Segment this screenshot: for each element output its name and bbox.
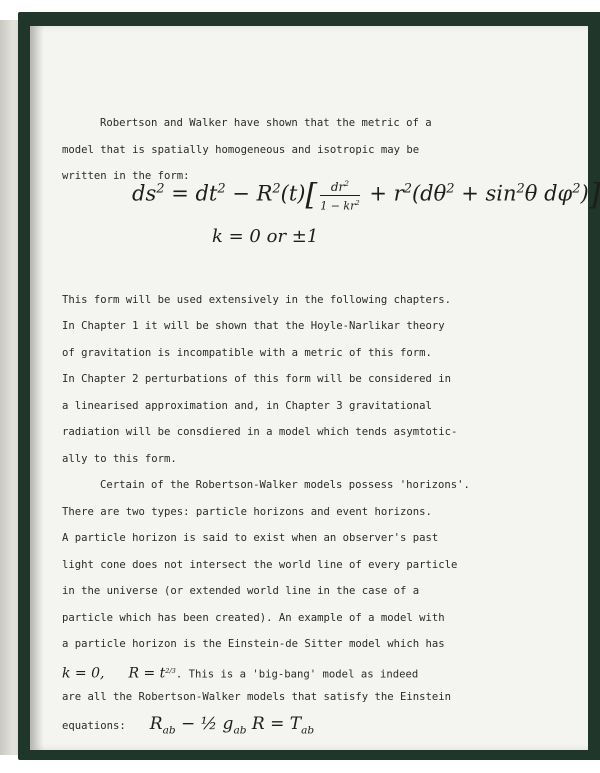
inline-scale-factor: R = t: [128, 665, 166, 682]
p3-line-6: particle which has been created). An example of a model with: [62, 611, 445, 624]
p3-line-5: in the universe (or extended world line in the case of a: [62, 585, 420, 597]
p3-line-1: Certain of the Robertson-Walker models possess 'horizons'.: [100, 479, 470, 491]
p2-line-3: of gravitation is incompatible with a metric of this form.: [62, 346, 432, 359]
p1-line-1: Robertson and Walker have shown that the metric of a: [100, 117, 432, 129]
p2-line-5: a linearised approximation and, in Chapter 3 gravitational: [62, 399, 432, 412]
p3-line-2: There are two types: particle horizons and event horizons.: [62, 505, 432, 518]
p2-line-4: In Chapter 2 perturbations of this form will be considered in: [62, 373, 452, 385]
p3-line-3: A particle horizon is said to exist when an observer's past: [62, 532, 439, 544]
robertson-walker-metric-equation: $ds^2 = dt^2 - R^2(t)$[ $\frac{dr^2}{1 - kr^2}$ + $r^2(d\theta^2 + \sin^2\theta$ $d\varphi^2$)]: [132, 177, 600, 213]
p2-line-1: This form will be used extensively in the following chapters.: [62, 293, 452, 306]
p1-line-2: model that is spatially homogeneous and isotropic may be: [62, 143, 420, 156]
p1-line-3: written in the form:: [62, 170, 190, 182]
equations-label: equations:: [62, 719, 126, 732]
p2-line-6: radiation will be consdiered in a model which tends asymtotic-: [62, 426, 458, 438]
p2-line-2: In Chapter 1 it will be shown that the Hoyle-Narlikar theory: [62, 320, 445, 332]
einstein-equation: $R_{ab}$ − ½ $g_{ab}$ $R = T_{ab}$: [149, 713, 315, 736]
p3-line-9: are all the Robertson-Walker models that satisfy the Einstein: [62, 691, 452, 703]
inline-scale-exponent: 2/3: [165, 666, 176, 675]
metric-fraction: $\frac{dr^2}{1 - kr^2}$: [320, 176, 359, 214]
p3-equations-line: [62, 711, 562, 738]
p3-line-4: light cone does not intersect the world line of every particle: [62, 558, 458, 571]
curvature-condition: k = 0 or ±1: [212, 226, 319, 247]
p2-line-7: ally to this form.: [62, 452, 177, 465]
inline-k-condition: k = 0,: [62, 665, 105, 682]
p3-line-7: a particle horizon is the Einstein-de Sitter model which has: [62, 638, 445, 650]
p3-inline-math-line: [62, 658, 562, 685]
page-gutter-shadow: [30, 26, 44, 750]
p3-line-8-tail: . This is a 'big-bang' model as indeed: [175, 668, 419, 681]
